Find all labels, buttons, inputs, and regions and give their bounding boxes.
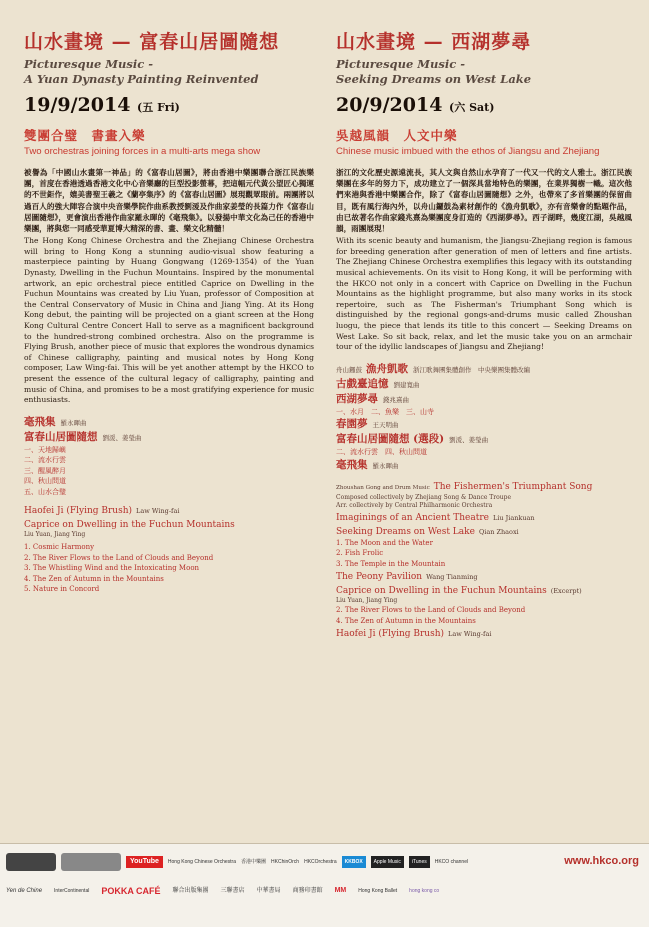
movement-en: 2. The River Flows to the Land of Clouds and Beyond xyxy=(24,553,214,562)
website-link[interactable]: www.hkco.org xyxy=(564,855,639,867)
programme-item-en: Zhoushan Gong and Drum Music The Fishermen's Triumphant Song xyxy=(336,481,593,492)
hkco-logo xyxy=(6,853,56,871)
left-subtitle-en: Two orchestras joining forces in a multi-arts mega show xyxy=(24,146,261,157)
sponsor-logo: 三聯書店 xyxy=(220,888,245,894)
sponsor-logo: hong kong co xyxy=(409,888,440,894)
movement: 一、天地歸嶼 xyxy=(24,445,66,454)
programme-item-en: Caprice on Dwelling in the Fuchun Mountains xyxy=(24,520,235,531)
left-concert xyxy=(24,30,314,595)
right-subtitle-zh: 吳越風韻 人文中樂 xyxy=(336,128,458,143)
sponsor-logo: POKKA CAFÉ xyxy=(101,886,161,896)
instagram-icon[interactable]: HKCOrchestra xyxy=(304,859,337,865)
apple-music-icon[interactable]: Apple Music xyxy=(371,856,404,868)
itunes-icon[interactable]: iTunes xyxy=(409,856,430,868)
programme-item-en: Imaginings of an Ancient Theatre Liu Jiankuan xyxy=(336,512,535,523)
left-description-en: The Hong Kong Chinese Orchestra and the Zhejiang Chinese Orchestra will bring to Hong Kong a stunning audio-visual show featuring a masterpiece painting by Huang Gongwang (1269-1354) of the Yuan Dynasty, Dwelling in the Fuchun Mountains. Inspired by the monumental artwork, an epic orchestral piece entitled Caprice on Dwelling in the Fuchun Mountains was created by Liu Yuan, professor of Composition at the Central Conservatory of Music in China and Jiang Ying. At its Hong Kong debut, the painting will be projected on a giant screen at the Hong Kong Cultural Centre Concert Hall to serve as a magnificent background to the hundred-strong combined orchestra. Also on the programme is Flying Brush, another piece of music that explores the wondrous dynamics of Chinese calligraphy, painting and musical notes by Hong Kong composer, Law Wing-fai. This will be yet another attempt by the HKCO to present the essence of the cultural legacy of calligraphy, painting and music of China, and promises to be a most gratifying experience for music enthusiasts. xyxy=(24,236,314,405)
programme-item-en: Haofei Ji (Flying Brush) Law Wing-fai xyxy=(24,506,180,517)
facebook-icon[interactable]: Hong Kong Chinese Orchestra xyxy=(167,859,236,865)
left-title-en-1: Picturesque Music - xyxy=(24,57,153,71)
movement-en: 3. The Temple in the Mountain xyxy=(336,559,446,568)
footer-logos-row-2 xyxy=(6,888,439,894)
movement: 二、流水行雲 四、秋山問道 xyxy=(336,448,427,457)
sponsor-logo: MM xyxy=(334,887,347,894)
programme-item: 毫飛集 羅永暉曲 xyxy=(336,458,399,471)
programme-item-en: Seeking Dreams on West Lake Qian Zhaoxi xyxy=(336,526,519,537)
footer-logos-row-1 xyxy=(6,853,468,871)
hkco-channel-icon[interactable]: HKCO channel xyxy=(434,859,469,865)
movement-en: 1. Cosmic Harmony xyxy=(24,543,95,552)
programme-item: 毫飛集 羅永暉曲 xyxy=(24,415,87,428)
movement: 二、流水行雲 xyxy=(24,456,66,465)
right-title-en-2: Seeking Dreams on West Lake xyxy=(336,72,532,86)
sponsor-logo: InterContinental xyxy=(54,888,90,894)
sponsor-logo: 商務印書館 xyxy=(292,888,323,894)
right-title-zh: 山水畫境 — 西湖夢尋 xyxy=(336,31,532,53)
left-programme xyxy=(24,415,314,595)
left-date: 19/9/2014 (五 Fri) xyxy=(24,94,180,116)
movement-en: 2. The River Flows to the Land of Clouds and Beyond xyxy=(336,606,526,615)
credit: Liu Yuan, Jiang Ying xyxy=(336,597,398,605)
sponsor-logo: Hong Kong Ballet xyxy=(358,888,398,894)
movement-en: 1. The Moon and the Water xyxy=(336,538,433,547)
right-subtitle-en: Chinese music imbued with the ethos of Jiangsu and Zhejiang xyxy=(336,146,600,157)
weibo-icon[interactable]: 香港中樂團 xyxy=(241,859,267,865)
movement-en: 2. Fish Frolic xyxy=(336,549,384,558)
left-title-zh: 山水畫境 — 富春山居圖隨想 xyxy=(24,31,280,53)
right-description-zh: 浙江的文化歷史源遠流長，其人文與自然山水孕育了一代又一代的文人雅士。浙江民族樂團在多年的努力下，成功建立了一個深具當地特色的樂團，在業界獨樹一幟。這次他們來港與香港中樂團合作，除了《富春山居圖隨想》之外，也帶來了多首樂團的保留曲目，既有風行海內外，以舟山鑼鼓為素材創作的《漁舟凱歌》，亦有音樂會的點題作品，由已故著名作曲家錢兆熹為樂團度身訂造的《西湖夢尋》。西子湖畔，幾度江湖，吳越風韻，雨團展現！ xyxy=(336,168,632,234)
right-title-en-1: Picturesque Music - xyxy=(336,57,465,71)
left-title-en-2: A Yuan Dynasty Painting Reinvented xyxy=(24,72,259,86)
movement-en: 4. The Zen of Autumn in the Mountains xyxy=(24,574,164,583)
programme-item: 西湖夢尋 錢兆熹曲 xyxy=(336,392,409,405)
movement: 一、水月 二、魚樂 三、山寺 xyxy=(336,407,434,416)
right-concert xyxy=(336,30,632,640)
youtube-icon[interactable]: YouTube xyxy=(126,856,163,868)
sponsor-logo: Yen de Chine xyxy=(6,888,43,894)
left-subtitle-zh: 雙團合璧 書畫入樂 xyxy=(24,128,146,143)
sponsor-logo xyxy=(61,853,121,871)
programme-item: 富春山居圖隨想 (選段) 劉湲、姜瑩曲 xyxy=(336,433,489,446)
kkbox-icon[interactable]: KKBOX xyxy=(342,856,366,868)
programme-item: 富春山居圖隨想 劉湲、姜瑩曲 xyxy=(24,430,142,443)
credit: Composed collectively by Zhejiang Song & Dance Troupe xyxy=(336,493,512,501)
movement-en: 5. Nature in Concord xyxy=(24,585,100,594)
right-description-en: With its scenic beauty and humanism, the Jiangsu-Zhejiang region is famous for breeding generation after generation of men of letters and fine artists. The Zhejiang Chinese Orchestra exemplifies this legacy with its outstanding musical achievements. On its visit to Hong Kong, it will be performing with the HKCO not only in a concert with Caprice on Dwelling in the Fuchun Mountains as the highlight programme, but also many works in its stock repertoire, such as The Fisherman's Triumphant Song which is distinguished by the regional gongs-and-drums music called Zhoushan luogu, the piece that lends its title to this concert — Seeking Dreams on West Lake. So sit back, relax, and let the music take you on an armchair tour of the idyllic landscapes of Jiangsu and Zhejiang! xyxy=(336,236,632,352)
twitter-icon[interactable]: HKChinOrch xyxy=(271,859,300,865)
programme-item: 古戲臺追憶 劉建寬曲 xyxy=(336,377,420,390)
credit: Liu Yuan, Jiang Ying xyxy=(24,531,86,539)
programme-item-en: Caprice on Dwelling in the Fuchun Mountains (Excerpt) xyxy=(336,586,582,597)
programme-item-en: Haofei Ji (Flying Brush) Law Wing-fai xyxy=(336,629,492,640)
movement: 三、醒風醉月 xyxy=(24,466,66,475)
sponsor-logo: 中華書局 xyxy=(256,888,281,894)
movement-en: 3. The Whistling Wind and the Intoxicating Moon xyxy=(24,564,200,573)
right-date: 20/9/2014 (六 Sat) xyxy=(336,94,495,116)
left-description-zh: 被譽為「中國山水畫第一神品」的《富春山居圖》，將由香港中樂團聯合浙江民族樂團，首度在香港透過香港文化中心音樂廳的巨型投影螢幕，把這幅元代黃公望匠心獨運的不世鉅作，媲美書聖王羲之《蘭亭集序》的《富春山居圖》展現觀眾眼前。兩團將以過百人的強大陣容合演中央音樂學院作曲系教授劉湲及作曲家姜瑩的長篇力作《富春山居圖隨想》，更會演出香港作曲家羅永暉的《毫飛集》。以發揚中華文化為己任的香港中樂團，將與您一同感受華夏博大精深的書、畫、樂文化精髓！ xyxy=(24,168,314,234)
sponsor-logo: 聯合出版集團 xyxy=(172,888,209,894)
movement-en: 4. The Zen of Autumn in the Mountains xyxy=(336,616,476,625)
programme-item: 舟山鑼鼓 漁舟凱歌 浙江歌舞團集體創作 中央樂團集體改編 xyxy=(336,362,530,375)
credit: Arr. collectively by Central Philharmonic Orchestra xyxy=(336,501,493,509)
programme-item-en: The Peony Pavilion Wang Tianming xyxy=(336,572,478,583)
movement: 五、山水合璧 xyxy=(24,487,66,496)
right-programme xyxy=(336,362,632,641)
movement: 四、秋山問道 xyxy=(24,477,66,486)
programme-item: 春園夢 王天明曲 xyxy=(336,418,399,431)
